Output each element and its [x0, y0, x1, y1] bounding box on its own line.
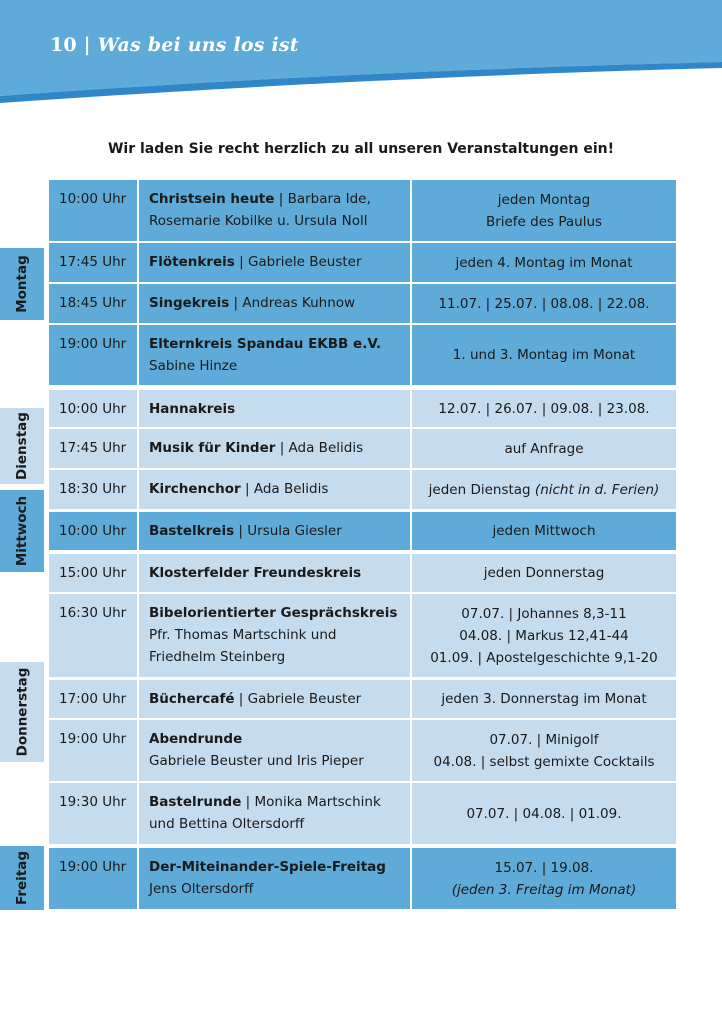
event-info [139, 594, 410, 677]
event-time: 18:30 Uhr [49, 470, 137, 509]
event-row [49, 783, 676, 844]
event-info [139, 848, 410, 909]
event-time: 17:45 Uhr [49, 243, 137, 282]
event-name: Bastelkreis [149, 523, 235, 539]
event-date: 07.07. | Minigolf 04.08. | selbst gemixte Cocktails [412, 720, 676, 781]
event-people-line3: Friedhelm Steinberg [149, 649, 286, 665]
event-row [49, 243, 676, 282]
event-row [49, 848, 676, 909]
event-info: Bastelkreis | Ursula Giesler [139, 512, 410, 550]
event-people: Barbara Ide, [287, 191, 371, 207]
event-info: Christsein heute | Barbara Ide, Rosemarie Kobilke u. Ursula Noll [139, 180, 410, 241]
event-name: Kirchenchor [149, 481, 241, 497]
event-date: jeden Donnerstag [412, 554, 676, 592]
event-date: 11.07. | 25.07. | 08.08. | 22.08. [412, 284, 676, 323]
event-name: Klosterfelder Freundeskreis [149, 565, 362, 581]
event-people: Gabriele Beuster [247, 254, 362, 270]
event-time: 17:00 Uhr [49, 680, 137, 718]
event-time: 16:30 Uhr [49, 594, 137, 677]
event-name: Bibelorientierter Gesprächskreis [149, 605, 398, 621]
event-time: 10:00 Uhr [49, 390, 137, 427]
event-info [139, 325, 410, 385]
event-date: jeden 3. Donnerstag im Monat [412, 680, 676, 718]
event-row [49, 680, 676, 718]
event-date: jeden Montag Briefe des Paulus [412, 180, 676, 241]
event-info [139, 554, 410, 592]
event-time: 10:00 Uhr [49, 512, 137, 550]
event-info: Kirchenchor | Ada Belidis [139, 470, 410, 509]
event-people-line2: Gabriele Beuster und Iris Pieper [149, 753, 364, 769]
event-people-line2: Rosemarie Kobilke u. Ursula Noll [149, 213, 368, 229]
day-label-montag: Montag [0, 248, 44, 320]
event-time: 19:30 Uhr [49, 783, 137, 844]
page-header-title [50, 34, 299, 56]
event-people-line2: und Bettina Oltersdorff [149, 816, 305, 832]
event-date: jeden Mittwoch [412, 512, 676, 550]
event-info: Flötenkreis | Gabriele Beuster [139, 243, 410, 282]
event-row [49, 325, 676, 385]
event-row [49, 284, 676, 323]
event-info: Büchercafé | Gabriele Beuster [139, 680, 410, 718]
event-date: jeden Dienstag (nicht in d. Ferien) [412, 470, 676, 509]
day-label-freitag: Freitag [0, 846, 44, 910]
event-info [139, 720, 410, 781]
event-date: 07.07. | 04.08. | 01.09. [412, 783, 676, 844]
event-date: auf Anfrage [412, 429, 676, 468]
event-date: 1. und 3. Montag im Monat [412, 325, 676, 385]
event-date: 12.07. | 26.07. | 09.08. | 23.08. [412, 390, 676, 427]
event-row [49, 470, 676, 509]
page-number: 10 [50, 34, 77, 56]
event-date: 15.07. | 19.08. (jeden 3. Freitag im Monat) [412, 848, 676, 909]
event-name: Bastelrunde [149, 794, 242, 810]
event-name: Singekreis [149, 295, 230, 311]
day-label-donnerstag: Donnerstag [0, 662, 44, 762]
event-row [49, 429, 676, 468]
header-separator: | [83, 34, 91, 56]
event-name: Büchercafé [149, 691, 235, 707]
event-row [49, 554, 676, 592]
event-info: Bastelrunde | Monika Martschink und Bettina Oltersdorff [139, 783, 410, 844]
event-name: Elternkreis Spandau EKBB e.V. [149, 336, 382, 352]
event-date: jeden 4. Montag im Monat [412, 243, 676, 282]
event-time: 18:45 Uhr [49, 284, 137, 323]
day-label-mittwoch: Mittwoch [0, 490, 44, 572]
intro-text: Wir laden Sie recht herzlich zu all unseren Veranstaltungen ein! [107, 141, 615, 157]
event-info: Singekreis | Andreas Kuhnow [139, 284, 410, 323]
event-people: Ada Belidis [253, 481, 329, 497]
event-people: Ada Belidis [288, 440, 364, 456]
event-name: Abendrunde [149, 731, 243, 747]
event-time: 19:00 Uhr [49, 720, 137, 781]
section-title: Was bei uns los ist [97, 34, 299, 56]
event-info: Musik für Kinder | Ada Belidis [139, 429, 410, 468]
event-name: Hannakreis [149, 401, 236, 417]
event-row [49, 594, 676, 677]
event-name: Der-Miteinander-Spiele-Freitag [149, 859, 386, 875]
event-name: Christsein heute [149, 191, 275, 207]
event-people-line2: Jens Oltersdorff [149, 881, 254, 897]
event-time: 10:00 Uhr [49, 180, 137, 241]
event-people: Ursula Giesler [247, 523, 342, 539]
day-label-dienstag: Dienstag [0, 408, 44, 484]
event-name: Flötenkreis [149, 254, 235, 270]
event-time: 15:00 Uhr [49, 554, 137, 592]
event-time: 19:00 Uhr [49, 848, 137, 909]
event-people-line2: Sabine Hinze [149, 358, 238, 374]
event-people-line2: Pfr. Thomas Martschink und [149, 627, 337, 643]
event-people: Gabriele Beuster [247, 691, 362, 707]
event-row [49, 180, 676, 241]
event-row [49, 512, 676, 550]
event-time: 19:00 Uhr [49, 325, 137, 385]
event-info [139, 390, 410, 427]
event-date: 07.07. | Johannes 8,3-11 04.08. | Markus 12,41-44 01.09. | Apostelgeschichte 9,1-20 [412, 594, 676, 677]
event-time: 17:45 Uhr [49, 429, 137, 468]
event-name: Musik für Kinder [149, 440, 276, 456]
event-row [49, 390, 676, 427]
event-row [49, 720, 676, 781]
event-people: Andreas Kuhnow [242, 295, 356, 311]
event-people: Monika Martschink [254, 794, 381, 810]
